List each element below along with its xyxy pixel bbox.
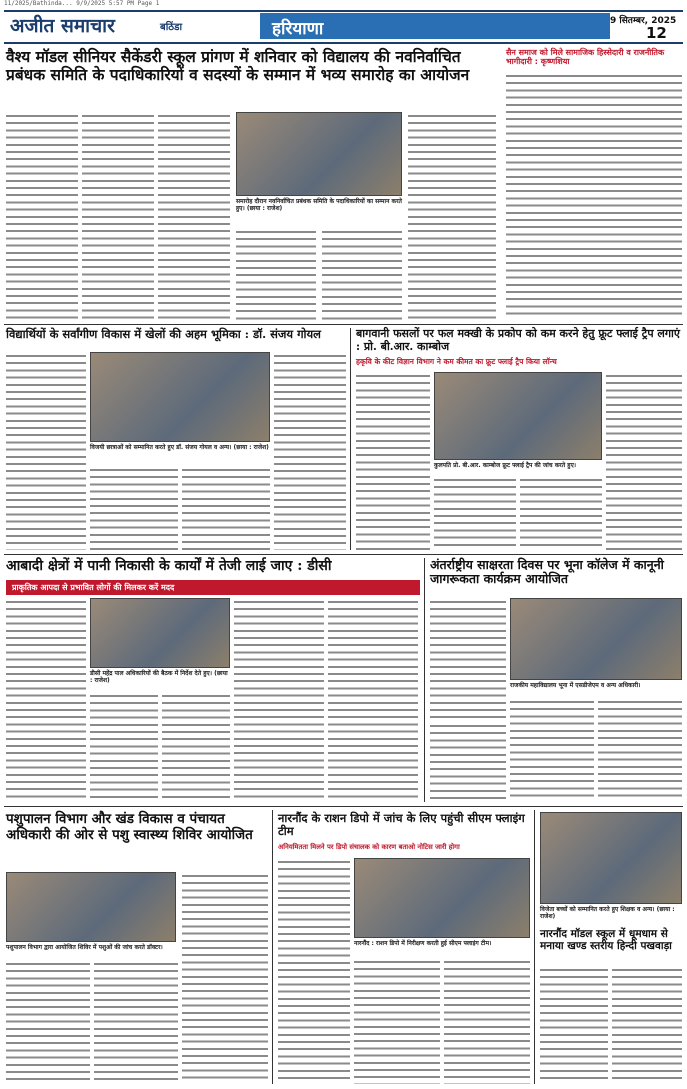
divider-v1: [350, 328, 351, 550]
hindi-caption: विजेता बच्चों को सम्मानित करते हुए शिक्षक व अन्य। (छाया : राजेश): [540, 906, 675, 921]
literacy-body-1: [430, 598, 506, 718]
edition-label: बठिंडा: [160, 22, 183, 33]
ration-body-1: [278, 858, 350, 1084]
divider-1: [4, 324, 683, 325]
divider-v4: [534, 810, 535, 1084]
gardening-photo: [434, 372, 602, 460]
lead-body-2: [82, 112, 154, 320]
literacy-caption: राजकीय महाविद्यालय भूना में एसडीजेएम व अन्य अधिकारी।: [510, 682, 641, 689]
gardening-body-4: [606, 372, 682, 550]
sports-photo: [90, 352, 270, 442]
hindi-photo: [540, 812, 682, 904]
saini-headline: सैन समाज को मिले सामाजिक हिस्सेदारी व राजनीतिक भागीदारी : कृष्णशिया: [506, 48, 665, 67]
lead-body-1: [6, 112, 78, 320]
literacy-headline: अंतर्राष्ट्रीय साक्षरता दिवस पर भूना कॉलेज में कानूनी जागरूकता कार्यक्रम आयोजित: [430, 557, 664, 587]
drainage-body-1: [6, 598, 86, 802]
lead-photo: [236, 112, 402, 196]
divider-3: [4, 806, 683, 807]
gardening-caption: कुलपति प्रो. बी.आर. काम्बोज फ्रूट फ्लाई ट्रैप की जांच करते हुए।: [434, 462, 577, 469]
sports-body-4: [274, 352, 346, 550]
gardening-headline: बागवानी फसलों पर फल मक्खी के प्रकोप को कम करने हेतु फ्रूट फ्लाई ट्रैप लगाएं : प्रो. बी.आर. काम्बोज: [356, 327, 680, 353]
drainage-body-3: [162, 692, 230, 802]
literacy-body-2: [430, 722, 506, 802]
veterinary-headline: पशुपालन विभाग और खंड विकास व पंचायत अधिकारी की ओर से पशु स्वास्थ्य शिविर आयोजित: [6, 811, 253, 843]
sports-body-1: [6, 352, 86, 550]
divider-v2: [424, 558, 425, 802]
newspaper-logo: अजीत समाचार: [10, 15, 115, 37]
drainage-body-2: [90, 692, 158, 802]
sports-caption: विजयी छात्राओं को सम्मानित करते हुए डॉ. संजय गोयल व अन्य। (छाया : राजेश): [90, 444, 269, 451]
literacy-body-3: [510, 698, 594, 802]
print-slug: 11/2025/Bathinda... 9/9/2025 5:57 PM Page 1: [4, 0, 160, 7]
ration-headline: नारनौंद के राशन डिपो में जांच के लिए पहुंची सीएम फ्लाइंग टीम: [278, 811, 525, 839]
drainage-caption: डीसी महेंद्र पाल अधिकारियों की बैठक में निर्देश देते हुए। (छाया : राजेश): [90, 670, 228, 685]
literacy-body-4: [598, 698, 682, 802]
issue-date: 9 सितम्बर, 2025: [610, 16, 677, 26]
ration-caption: नारनौंद : राशन डिपो में निरीक्षण करती हुई सीएम फ्लाइंग टीम।: [354, 940, 492, 947]
sports-body-3: [182, 466, 270, 550]
sports-body-2: [90, 466, 178, 550]
ration-subhead: अनियमितता मिलने पर डिपो संचालक को कारण बताओ नोटिस जारी होगा: [278, 843, 460, 851]
lead-caption: समारोह दौरान नवनिर्वाचित प्रबंधक समिति के पदाधिकारियों का सम्मान करते हुए। (छाया : राजेश): [236, 198, 402, 213]
gardening-subhead: हकृवि के कीट विज्ञान विभाग ने कम कीमत का फ्रूट फ्लाई ट्रैप किया लॉन्च: [356, 357, 557, 366]
hindi-body-2: [612, 966, 682, 1084]
lead-body-4: [236, 228, 316, 320]
ration-body-3: [444, 958, 530, 1084]
hindi-headline: नारनौंद मॉडल स्कूल में धूमधाम से मनाया खण्ड स्तरीय हिन्दी पखवाड़ा: [540, 928, 672, 953]
saini-body: [506, 72, 682, 320]
divider-2: [4, 554, 683, 555]
drainage-subhead: प्राकृतिक आपदा से प्रभावित लोगों की मिलकर करें मदद: [6, 580, 420, 595]
lead-headline: वैश्य मॉडल सीनियर सैकेंडरी स्कूल प्रांगण में शनिवार को विद्यालय की नवनिर्वाचित प्रबंधक समिति के पदाधिकारियों व सदस्यों के सम्मान में भव्य समारोह का आयोजन: [6, 47, 470, 84]
page-number: 12: [646, 24, 667, 42]
ration-body-2: [354, 958, 440, 1084]
veterinary-body-2: [94, 960, 178, 1084]
literacy-photo: [510, 598, 682, 680]
lead-body-5: [322, 228, 402, 320]
drainage-headline: आबादी क्षेत्रों में पानी निकासी के कार्यों में तेजी लाई जाए : डीसी: [6, 558, 332, 574]
ration-photo: [354, 858, 530, 938]
divider-v3: [272, 810, 273, 1084]
veterinary-photo: [6, 872, 176, 942]
gardening-body-2: [434, 476, 516, 550]
gardening-body-1: [356, 372, 430, 550]
veterinary-body-3: [182, 872, 268, 1084]
drainage-body-4: [234, 598, 324, 802]
section-title: हरियाणा: [260, 13, 610, 39]
hindi-body-1: [540, 966, 608, 1084]
drainage-photo: [90, 598, 230, 668]
veterinary-caption: पशुपालन विभाग द्वारा आयोजित शिविर में पशुओं की जांच करते डॉक्टर।: [6, 944, 163, 951]
gardening-body-3: [520, 476, 602, 550]
veterinary-body-1: [6, 960, 90, 1084]
lead-body-6: [408, 112, 496, 320]
lead-body-3: [158, 112, 230, 320]
sports-headline: विद्यार्थियों के सर्वांगीण विकास में खेलों की अहम भूमिका : डॉ. संजय गोयल: [6, 327, 321, 341]
drainage-body-5: [328, 598, 418, 802]
